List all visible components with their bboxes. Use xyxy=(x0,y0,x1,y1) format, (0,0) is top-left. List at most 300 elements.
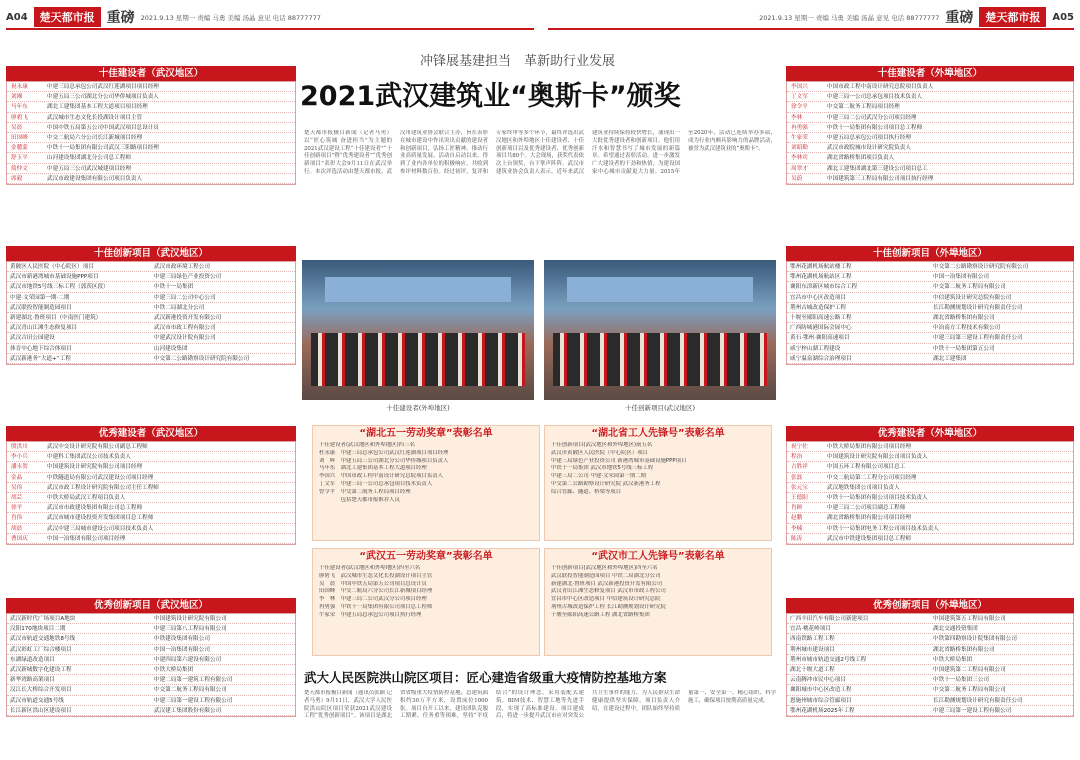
person-title: 中铁大桥局武汉工程项目负责人 xyxy=(47,494,126,501)
list-item xyxy=(7,303,295,313)
person-name: 程治 xyxy=(791,454,803,461)
list-title: 优秀建设者（外埠地区） xyxy=(786,426,1074,441)
person-name: 舒玉平 xyxy=(11,155,28,162)
list-item xyxy=(787,534,1073,544)
list-item xyxy=(787,153,1073,163)
list-item xyxy=(787,313,1073,323)
person-title: 中建三局总承包公司武汉红莲湖项目项目经理 xyxy=(47,84,159,90)
award-line: 十佳创新项目(武汉地区和外埠地区)四至六名 xyxy=(551,565,658,571)
main-headline: 2021武汉建筑业“奥斯卡”颁奖 xyxy=(300,81,681,112)
list-item xyxy=(7,92,295,102)
stage-banner xyxy=(325,277,511,302)
right-page-header xyxy=(548,6,1074,30)
list-item xyxy=(787,442,1073,452)
project-name: 武汉青山江滩生态修复项目 xyxy=(10,325,78,332)
award-line: 新建湖北·鲁班项目 武汉新港投资开发有限公司 xyxy=(551,580,663,587)
photo-caption: 十佳建设者(外埠地区) xyxy=(386,404,450,412)
person-name: 李国兴 xyxy=(791,84,808,90)
newspaper-logo: 楚天都市报 xyxy=(979,7,1046,27)
project-name: 十堰至郧阳高速公路工程 xyxy=(790,314,852,321)
award-photo-left xyxy=(302,260,534,400)
list-item xyxy=(787,272,1073,282)
project-name: 宜昌市中心区改造项目 xyxy=(790,294,846,301)
company-name: 中铁十一局集团 xyxy=(154,284,194,291)
person-title: 中交二航局六分公司长江新城项目经理 xyxy=(47,134,143,141)
list-item xyxy=(7,323,295,333)
person-title: 武汉市城市建设投资开发集团项目总工程师 xyxy=(47,515,154,522)
person-title: 中建五局三公司武汉城建项目经理 xyxy=(47,165,131,172)
person-title: 中国建筑设计研究院有限公司项目经理 xyxy=(47,464,143,471)
project-list xyxy=(786,613,1074,717)
company-name: 中国建筑第二工程局有限公司 xyxy=(933,666,1006,673)
list-item xyxy=(7,706,295,716)
section-name: 重磅 xyxy=(945,10,974,26)
award-title: “湖北五一劳动奖章”表彰名单 xyxy=(359,428,493,439)
award-line: 武汉联投智能制造园项目 中铁二局湖北分公司 xyxy=(551,572,661,579)
list-item xyxy=(7,313,295,323)
list-item xyxy=(787,82,1073,92)
list-item xyxy=(787,113,1073,123)
person-name: 肖顾 xyxy=(791,505,803,512)
person-name: 陈涛 xyxy=(791,535,803,542)
company-name: 中建三局第八工程局有限公司 xyxy=(154,626,227,633)
person-name: 赵鹏 xyxy=(791,515,803,522)
list-title: 十佳建设者（外埠地区） xyxy=(786,66,1074,81)
list-item xyxy=(787,333,1073,343)
list-item xyxy=(7,503,295,513)
person-title: 中铁大桥局集团有限公司项目经理 xyxy=(827,444,911,450)
person-name: 吴伟 xyxy=(11,484,23,491)
list-item xyxy=(787,524,1073,534)
company-name: 中交第二航务工程局有限公司 xyxy=(154,687,227,694)
project-name: 鄂州花湖机场航站楼工程 xyxy=(790,264,852,270)
person-title: 中建三局一公司总承包项目技术负责人 xyxy=(827,94,923,101)
person-name: 吴蔚 xyxy=(791,175,803,182)
list-item xyxy=(787,133,1073,143)
person-name: 李林 xyxy=(791,114,803,121)
list-item xyxy=(787,303,1073,313)
person-name: 吴晨 xyxy=(11,124,23,131)
person-name: 李小兵 xyxy=(11,454,28,461)
project-name: 体育中心地下综合体项目 xyxy=(10,345,72,352)
award-line: 十佳建设者(武汉地区和外埠地区)四至六名 xyxy=(319,565,421,571)
list-item xyxy=(787,634,1073,644)
left-page-header xyxy=(6,6,534,30)
person-name: 张元宝 xyxy=(791,484,808,491)
list-item xyxy=(787,513,1073,523)
company-name: 湖北工建集团 xyxy=(933,355,967,362)
person-title: 湖北省路桥集团项目负责人 xyxy=(827,155,895,162)
list-item xyxy=(787,143,1073,153)
person-title: 中国中铁五局第五公司中国武汉项目总设计员 xyxy=(47,124,159,131)
project-name: 武汉新港务“大道+”工程 xyxy=(10,355,71,362)
award-line: 中建三局绿色产业投资公司 新港湾城市基础设施PPP项目 xyxy=(551,457,687,464)
list-item xyxy=(7,344,295,354)
person-title: 中铁十一局集团有限公司项目技术负责人 xyxy=(827,494,928,501)
award-line: 李 林 中建三局二公司武汉分公司项目经理 xyxy=(319,596,427,603)
company-name: 中建三局第一建设工程有限公司 xyxy=(933,707,1012,714)
section-name: 重磅 xyxy=(106,10,135,26)
list-title: 十佳创新项目（外埠地区） xyxy=(786,246,1074,261)
person-title: 武汉城市生态文化长投湖设计项目主管 xyxy=(47,114,143,121)
list-item xyxy=(7,645,295,655)
person-name: 李楠 xyxy=(791,525,803,532)
person-name: 张磊 xyxy=(791,474,803,481)
person-name: 徐令平 xyxy=(791,104,808,111)
person-title: 武汉中交设计研究院有限公司副总工程师 xyxy=(47,444,148,450)
list-item xyxy=(7,82,295,92)
person-name: 金麓蒙 xyxy=(11,145,28,152)
project-name: 武汉新城数字化建设工程 xyxy=(10,666,72,673)
person-name: 占胜祥 xyxy=(791,464,808,471)
company-name: 湖北交通投资集团 xyxy=(933,626,978,633)
award-title: “武汉五一劳动奖章”表彰名单 xyxy=(359,551,493,562)
list-item xyxy=(7,655,295,665)
person-title: 湖北工建集团湖北第三建设公司项目总工 xyxy=(827,165,928,172)
list-item xyxy=(7,293,295,303)
name-list xyxy=(6,81,296,185)
list-chuangxin-wuhan xyxy=(6,246,296,365)
list-item xyxy=(787,675,1073,685)
list-item xyxy=(7,282,295,292)
person-name: 冉勇强 xyxy=(791,124,808,131)
project-name: 恩施州城市综合管廊项目 xyxy=(790,697,852,704)
list-item xyxy=(7,164,295,174)
award-line: 宜昌市中心区改造项目 中信建筑设计研究总院 xyxy=(551,596,661,603)
company-name: 中建二局第一建筑工程有限公司 xyxy=(154,677,233,684)
award-line: 廖碧飞 武汉城市生态文化长投湖设计项目主管 xyxy=(319,572,433,579)
company-name: 中交第二航务工程局有限公司 xyxy=(933,284,1006,291)
list-item xyxy=(787,473,1073,483)
project-name: 武汉古田公园建设 xyxy=(10,335,55,342)
name-list xyxy=(786,81,1074,185)
list-item xyxy=(7,123,295,133)
list-item xyxy=(787,462,1073,472)
project-name: 鄂州花湖机场2025年工程 xyxy=(790,707,855,714)
project-name: 荆州古城改造保护工程 xyxy=(790,304,846,311)
person-name: 胡芸 xyxy=(11,494,23,501)
project-name: 武汉市轨道交通地铁8号线 xyxy=(10,636,76,643)
person-name: 王德阳 xyxy=(791,494,808,501)
project-list xyxy=(6,613,296,717)
list-item xyxy=(7,493,295,503)
person-name: 祝永康 xyxy=(11,84,28,90)
award-line: 荆州古城改造保护工程 长江勘测规划设计研究院 xyxy=(551,603,666,610)
list-item xyxy=(7,483,295,493)
project-list xyxy=(786,261,1074,365)
person-title: 中国建筑第三工程局有限公司项目执行经理 xyxy=(827,175,934,182)
award-line: 武汉市黄陂区人民医院（中心院区）项目 xyxy=(551,449,649,456)
person-name: 肖伟 xyxy=(11,515,23,522)
award-line: 十佳建设者(武汉地区和外埠地区)四三名 xyxy=(319,442,415,448)
bottom-headline: 武大人民医院洪山院区项目：匠心建造省级重大疫情防控基地方案 xyxy=(304,670,667,685)
list-item xyxy=(7,262,295,272)
list-item xyxy=(7,333,295,343)
company-name: 山河建设集团 xyxy=(154,345,188,352)
list-chuangxin-waidi xyxy=(786,246,1074,365)
award-lines xyxy=(313,442,539,504)
award-line: 马年东 湖北工建集团基本工程大道项目经理 xyxy=(319,465,427,472)
list-item xyxy=(7,133,295,143)
award-line: 十佳创新项目(武汉地区和外埠地区)前五名 xyxy=(551,442,653,448)
list-item xyxy=(787,696,1073,706)
company-name: 中建三局第三建设工程有限责任公司 xyxy=(933,335,1023,342)
person-title: 中铁十一局集团有限公司项目总工程师 xyxy=(827,124,923,131)
person-name: 田国峰 xyxy=(11,134,28,141)
award-line: 十堰至郧阳高速公路工程 湖北省路桥集团 xyxy=(551,611,650,618)
issue-info: 2021.9.13 星期一 责编 马勇 美编 汤晶 意见 电话 88777777 xyxy=(759,13,940,22)
award-hb-worker xyxy=(544,425,772,541)
person-title: 中铁十一局集团有限公司武汉三阳路项目经理 xyxy=(47,145,159,152)
person-name: 刘昭勤 xyxy=(791,145,808,152)
award-title: “湖北省工人先锋号”表彰名单 xyxy=(591,428,725,439)
award-line: 曾令平 中交第二航务工程局项目经理 xyxy=(319,488,411,495)
project-name: 荆州市城市轨道交通2号线工程 xyxy=(790,656,867,663)
company-name: 中交第二公路勘察设计研究院有限公司 xyxy=(154,355,250,362)
list-item xyxy=(7,685,295,695)
list-item xyxy=(787,452,1073,462)
person-title: 湖北省路桥集团有限公司项目经理 xyxy=(827,515,911,522)
project-name: 襄阳城市中心区改造工程 xyxy=(790,687,852,694)
list-item xyxy=(787,354,1073,364)
list-title: 十佳建设者（武汉地区） xyxy=(6,66,296,81)
project-name: 襄阳东津新区城市综合工程 xyxy=(790,284,858,291)
project-name: 咸宁温泉湖综合治理项目 xyxy=(790,355,852,362)
company-name: 中冶南方工程技术有限公司 xyxy=(933,325,1001,332)
company-name: 中交第二航务工程局有限公司 xyxy=(933,687,1006,694)
list-item xyxy=(787,503,1073,513)
project-name: 新华湾路高架项目 xyxy=(10,677,55,684)
newspaper-logo: 楚天都市报 xyxy=(34,7,101,27)
award-line: 李国兴 中国市政工程中南设计研究总院项目负责人 xyxy=(319,473,443,480)
company-name: 中铁大桥局集团 xyxy=(154,666,194,673)
company-name: 中建武汉设计院有限公司 xyxy=(154,335,216,342)
list-item xyxy=(7,153,295,163)
award-wh51-medal xyxy=(312,548,540,656)
company-name: 武汉市政环境工程公司 xyxy=(154,264,210,270)
project-name: 新建湖北·鲁班项目（中南医门建筑） xyxy=(10,314,102,321)
list-youxiu-chuangxin-waidi xyxy=(786,598,1074,717)
list-item xyxy=(787,282,1073,292)
list-jianshe-waidi xyxy=(786,66,1074,185)
list-item xyxy=(787,123,1073,133)
list-item xyxy=(7,513,295,523)
company-name: 中国一冶集团有限公司 xyxy=(154,646,210,653)
company-name: 中信建筑设计研究总院有限公司 xyxy=(933,294,1012,301)
person-title: 中交第二航务工程局项目经理 xyxy=(827,104,900,111)
list-item xyxy=(7,102,295,112)
project-name: 武汉市轨道交通5号线 xyxy=(10,697,64,704)
award-line: 吴 晨 中国中铁五局第五公司项目总设计员 xyxy=(319,580,427,587)
company-name: 中铁建设集团有限公司 xyxy=(154,636,210,643)
person-title: 中建三局二公司武汉分公司项目经理 xyxy=(827,114,917,121)
company-name: 湖北省路桥集团有限公司 xyxy=(933,314,995,321)
list-title: 优秀创新项目（外埠地区） xyxy=(786,598,1074,613)
award-line: 中建三局二公司 中建·文荣园第一期二期 xyxy=(551,473,647,480)
award-line: 冉勇强 中铁十一局集团有限公司项目总工程师 xyxy=(319,603,433,610)
company-name: 中交第二公路勘察设计研究院有限公司 xyxy=(933,264,1029,270)
person-title: 武汉市市政建设集团有限公司总工程师 xyxy=(47,505,143,512)
company-name: 中铁十一局集团三公司 xyxy=(933,677,989,684)
person-name: 徐平 xyxy=(11,505,23,512)
project-name: 武汉市新港湾城市基础设施PPP项目 xyxy=(10,274,99,281)
person-title: 中交二航局第二工程分公司项目经理 xyxy=(827,474,917,481)
company-name: 武汉市市政工程有限公司 xyxy=(154,325,216,332)
company-name: 中建四局第六建设有限公司 xyxy=(154,656,222,663)
list-item xyxy=(787,655,1073,665)
project-name: 长江新区洪山区建设项目 xyxy=(10,707,72,714)
list-youxiu-wuhan xyxy=(6,426,296,545)
award-lines xyxy=(545,442,771,497)
person-title: 中建科工集团武汉公司技术负责人 xyxy=(47,454,131,461)
photo-caption: 十佳创新项目(武汉地区) xyxy=(624,404,696,412)
person-title: 武汉市中铁建设集团项目总工程师 xyxy=(827,535,911,542)
project-name: 鄂州花湖机场航站区工程 xyxy=(790,274,852,281)
person-name: 殷洪川 xyxy=(11,444,28,450)
list-youxiu-chuangxin-wuhan xyxy=(6,598,296,717)
list-item xyxy=(787,262,1073,272)
company-name: 中建三局二公司中心公司 xyxy=(154,294,216,301)
list-item xyxy=(787,483,1073,493)
project-name: 汉阳170地块项目二期 xyxy=(10,626,66,633)
list-item xyxy=(7,462,295,472)
project-name: 云南腾冲市民中心项目 xyxy=(790,677,846,684)
list-item xyxy=(787,293,1073,303)
person-title: 武汉市政工程设计研究院有限公司主任工程师 xyxy=(47,484,159,491)
person-title: 中建五局总承包公司项目执行经理 xyxy=(827,134,911,141)
list-item xyxy=(787,323,1073,333)
project-name: 汉江长大桥综合开发项目 xyxy=(10,687,72,694)
award-wh-worker xyxy=(544,548,772,656)
person-name: 祝宁佐 xyxy=(791,444,808,450)
company-name: 中国建筑设计研究院有限公司 xyxy=(154,616,227,622)
main-article: 楚天都市报极目新闻（记者马勇）以“匠心筑城 奋进担当”为主题的2021武汉建设工程“十佳建设者”“十佳创新项目”暨“优秀建设者”“优秀创新项目”表彰大会9月11日在武汉举行。本次评选活动由楚天都市报、武汉市建筑业协会联合主办，旨在表彰在城市建设中作出突出贡献的建设者和创新项目，弘扬工匠精神，推动行业高质量发展。活动自启动以来，得到了业内各单位的积极响应，共收到参评材料数百份。经过初评、复评和专家终审等多个环节，最终评选出武汉地区和外埠地区十佳建设者、十佳创新项目以及优秀建设者、优秀创新项目共80个。大会现场，获奖代表依次上台领奖，台下掌声阵阵。武汉市建筑业协会负责人表示，近年来武汉建筑业持续保持较快增长，涌现出一大批优秀建设者和创新项目，他们用汗水和智慧书写了城市发展的新篇章。希望通过表彰活动，进一步激发广大建设者的干劲和热情，为建设国家中心城市贡献更大力量。2015年至2020年，活动已连续举办多届，成为行业内颇具影响力的品牌活动，被誉为武汉建筑业的“奥斯卡”。 xyxy=(304,130,776,175)
award-winners xyxy=(311,333,524,386)
person-name: 刘湘 xyxy=(11,94,23,101)
list-title: 优秀创新项目（武汉地区） xyxy=(6,598,296,613)
project-name: 西南铁路工程工程 xyxy=(790,636,835,643)
project-name: 黄石·鄂州·襄阳高速项目 xyxy=(790,335,850,342)
award-title: “武汉市工人先锋号”表彰名单 xyxy=(591,551,725,562)
award-line: 杜永康 中建三局总承包公司武汉红莲湖项目项目经理 xyxy=(319,449,449,456)
company-name: 中国一冶集团有限公司 xyxy=(933,274,989,281)
person-name: 廖碧飞 xyxy=(11,114,28,121)
person-title: 中建三局二公司项目副总工程师 xyxy=(827,505,906,512)
person-title: 武汉地铁集团公司项目负责人 xyxy=(827,484,900,491)
award-line: 中铁十一局集团 武汉市地铁5号线三标工程 xyxy=(551,465,654,472)
project-list xyxy=(6,261,296,365)
project-name: 中建·文荣园第一期·二期 xyxy=(10,294,70,301)
company-name: 中铁十一局集团第五公司 xyxy=(933,345,995,352)
person-name: 胡晨 xyxy=(11,525,23,532)
project-name: 东湖绿道改造项目 xyxy=(10,656,55,663)
company-name: 长江勘测规划设计研究有限责任公司 xyxy=(933,304,1023,311)
person-name: 席毅 xyxy=(11,175,23,182)
award-lines xyxy=(545,565,771,620)
list-item xyxy=(787,164,1073,174)
person-title: 中国五环工程有限公司项目总工 xyxy=(827,464,906,471)
list-item xyxy=(787,92,1073,102)
list-item xyxy=(7,665,295,675)
person-name: 马年东 xyxy=(11,104,28,111)
person-title: 山河建设集团湖北分公司总工程师 xyxy=(47,155,131,162)
award-line: 田国峰 中交二航局六分公司长江新城项目经理 xyxy=(319,588,433,595)
list-item xyxy=(787,614,1073,624)
project-name: 武汉市地铁5号线三标工程（郭茨区段） xyxy=(10,284,109,291)
list-item xyxy=(7,675,295,685)
person-title: 湖北工建集团基本工程大道项目项目经理 xyxy=(47,104,148,111)
list-item xyxy=(7,174,295,184)
project-name: 武汉彩虹工厂综合楼项目 xyxy=(10,646,72,653)
list-title: 十佳创新项目（武汉地区） xyxy=(6,246,296,261)
person-name: 牛家荣 xyxy=(791,134,808,141)
person-title: 武汉市政院城市设计研究院负责人 xyxy=(827,145,911,152)
company-name: 中建三局绿色产业投资公司 xyxy=(154,274,222,281)
person-name: 潘永贺 xyxy=(11,464,28,471)
list-item xyxy=(7,452,295,462)
list-item xyxy=(787,344,1073,354)
person-name: 简仲文 xyxy=(11,165,28,172)
list-item xyxy=(787,624,1073,634)
list-jianshe-wuhan xyxy=(6,66,296,185)
headline-kicker: 冲锋展基建担当 革新助行业发展 xyxy=(420,54,616,69)
award-hb51-medal xyxy=(312,425,540,541)
company-name: 中铁第四勘察设计院集团有限公司 xyxy=(933,636,1017,643)
project-name: 黄陂区人民医院（中心院区）项目 xyxy=(10,264,94,270)
list-item xyxy=(787,685,1073,695)
list-item xyxy=(7,272,295,282)
person-title: 武汉市政建设集团有限公司项目负责人 xyxy=(47,175,143,182)
name-list xyxy=(786,441,1074,545)
list-item xyxy=(7,143,295,153)
project-name: 广西丰田汽车有限公司新建项目 xyxy=(790,616,869,622)
project-name: 广西防城港国际会展中心 xyxy=(790,325,852,332)
award-line: 包括楚天都市报推荐人员 xyxy=(319,496,400,503)
company-name: 中铁大桥局集团 xyxy=(933,656,973,663)
person-name: 周翠才 xyxy=(791,165,808,172)
award-line: 牛家荣 中建五局总承包公司项目执行经理 xyxy=(319,611,422,618)
award-line: 综合管廊、隧道、桥梁等项目 xyxy=(551,488,622,495)
list-item xyxy=(7,534,295,544)
list-item xyxy=(7,524,295,534)
list-item xyxy=(7,624,295,634)
person-title: 中国市政工程中南设计研究总院项目负责人 xyxy=(827,84,934,90)
person-title: 中国建筑设计研究院有限公司项目负责人 xyxy=(827,454,928,461)
person-title: 中铁隧道局有限公司武汉建设公司项目经理 xyxy=(47,474,154,481)
list-item xyxy=(787,665,1073,675)
project-name: 咸宁梓山湖工程建设 xyxy=(790,345,841,352)
stage-banner xyxy=(567,277,753,302)
award-winners xyxy=(553,333,766,386)
page-number: A05 xyxy=(1052,11,1074,23)
company-name: 武汉新港投资开发有限公司 xyxy=(154,314,222,321)
issue-info: 2021.9.13 星期一 责编 马勇 美编 汤晶 意见 电话 88777777 xyxy=(140,13,321,22)
company-name: 中国建筑第五工程局有限公司 xyxy=(933,616,1006,622)
company-name: 湖北省路桥集团有限公司 xyxy=(933,646,995,653)
person-name: 李林宾 xyxy=(791,155,808,162)
list-item xyxy=(787,102,1073,112)
person-title: 中国一冶集团有限公司项目经理 xyxy=(47,535,126,542)
company-name: 中建三局第一建设工程有限公司 xyxy=(154,697,233,704)
list-youxiu-waidi xyxy=(786,426,1074,545)
person-name: 丁文军 xyxy=(791,94,808,101)
list-item xyxy=(7,442,295,452)
person-title: 中铁十一局集团电务工程公司项目技术负责人 xyxy=(827,525,939,532)
project-name: 湖北十堰大道工程 xyxy=(790,666,835,673)
project-name: 荆州城市建设项目 xyxy=(790,646,835,653)
list-item xyxy=(787,174,1073,184)
list-item xyxy=(7,634,295,644)
